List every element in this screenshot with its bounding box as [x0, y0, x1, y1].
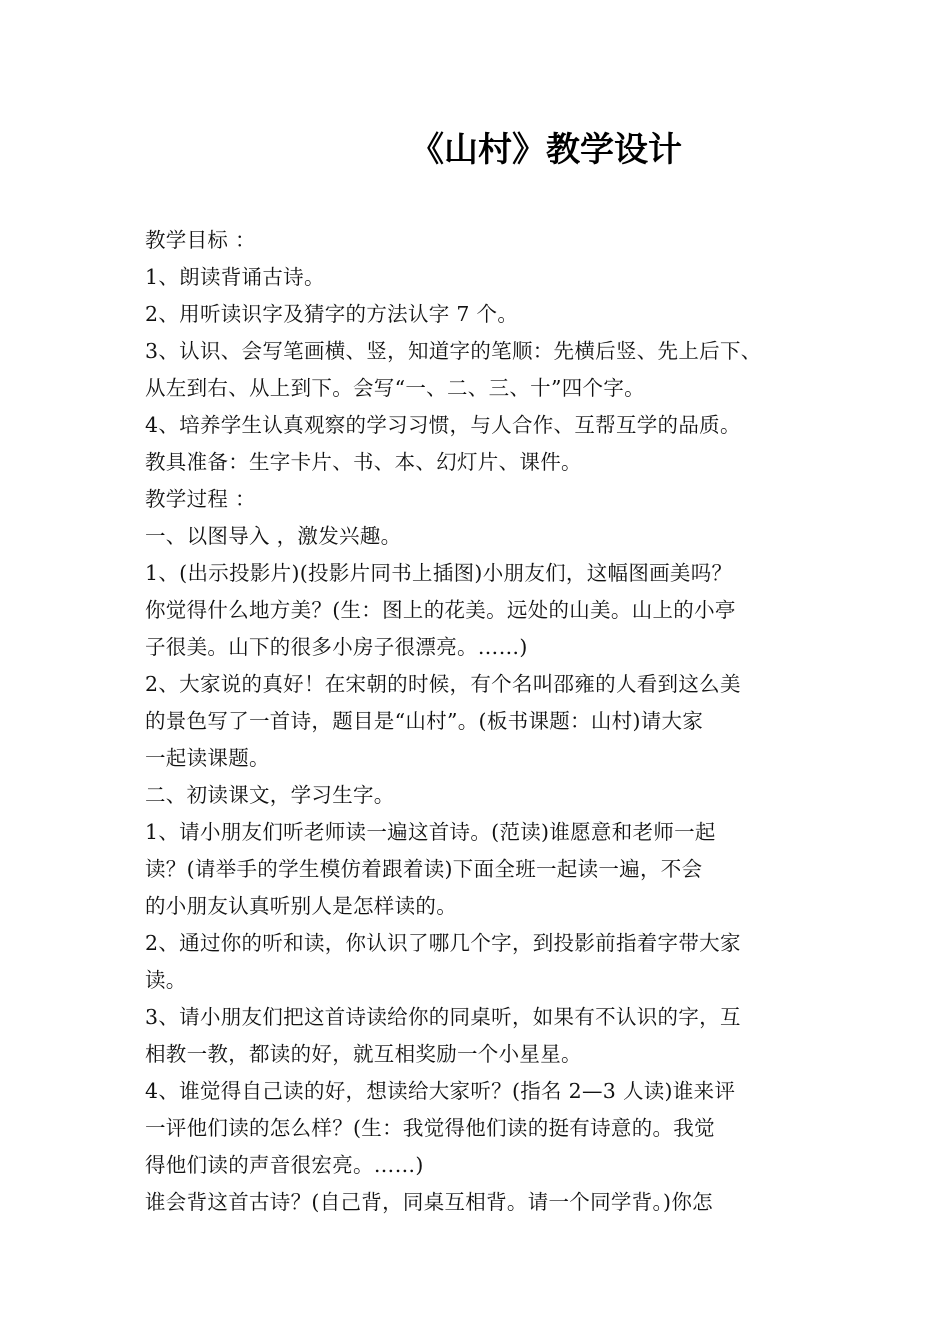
text-line: 4、培养学生认真观察的学习习惯，与人合作、互帮互学的品质。	[145, 413, 741, 437]
text-line: 2、大家说的真好！在宋朝的时候，有个名叫邵雍的人看到这么美	[145, 672, 741, 696]
text-line: 相教一教，都读的好，就互相奖励一个小星星。	[145, 1042, 582, 1066]
text-line: 子很美。山下的很多小房子很漂亮。……)	[145, 635, 528, 659]
text-line: 3、认识、会写笔画横、竖，知道字的笔顺：先横后竖、先上后下、	[145, 339, 762, 363]
text-line: 4、谁觉得自己读的好，想读给大家听？(指名 2—3 人读)谁来评	[145, 1079, 736, 1103]
text-line: 读。	[145, 968, 187, 992]
document-body	[145, 222, 810, 1221]
text-line: 1、朗读背诵古诗。	[145, 265, 325, 289]
text-line: 你觉得什么地方美？(生：图上的花美。远处的山美。山上的小亭	[145, 598, 736, 622]
text-line: 从左到右、从上到下。会写“一、二、三、十”四个字。	[145, 376, 645, 400]
text-line: 一、以图导入 ，激发兴趣。	[145, 524, 402, 548]
document-title: 《山村》教学设计	[410, 130, 682, 170]
text-line: 一起读课题。	[145, 746, 270, 770]
text-line: 1、(出示投影片)(投影片同书上插图)小朋友们，这幅图画美吗？	[145, 561, 733, 585]
text-line: 教学目标 ：	[145, 228, 256, 252]
text-line: 二、初读课文，学习生字。	[145, 783, 395, 807]
text-line: 教学过程 ：	[145, 487, 256, 511]
text-line: 得他们读的声音很宏亮。……)	[145, 1153, 424, 1177]
text-line: 2、用听读识字及猜字的方法认字 7 个。	[145, 302, 519, 326]
text-line: 的小朋友认真听别人是怎样读的。	[145, 894, 457, 918]
text-line: 读？(请举手的学生模仿着跟着读)下面全班一起读一遍，不会	[145, 857, 703, 881]
text-line: 1、请小朋友们听老师读一遍这首诗。(范读)谁愿意和老师一起	[145, 820, 716, 844]
text-line: 的景色写了一首诗，题目是“山村”。(板书课题：山村)请大家	[145, 709, 704, 733]
text-line: 一评他们读的怎么样？(生：我觉得他们读的挺有诗意的。我觉	[145, 1116, 715, 1140]
text-line: 谁会背这首古诗？(自己背，同桌互相背。请一个同学背。)你怎	[145, 1190, 713, 1214]
text-line: 3、请小朋友们把这首诗读给你的同桌听，如果有不认识的字，互	[145, 1005, 741, 1029]
text-line: 教具准备：生字卡片、书、本、幻灯片、课件。	[145, 450, 582, 474]
text-line: 2、通过你的听和读，你认识了哪几个字，到投影前指着字带大家	[145, 931, 741, 955]
